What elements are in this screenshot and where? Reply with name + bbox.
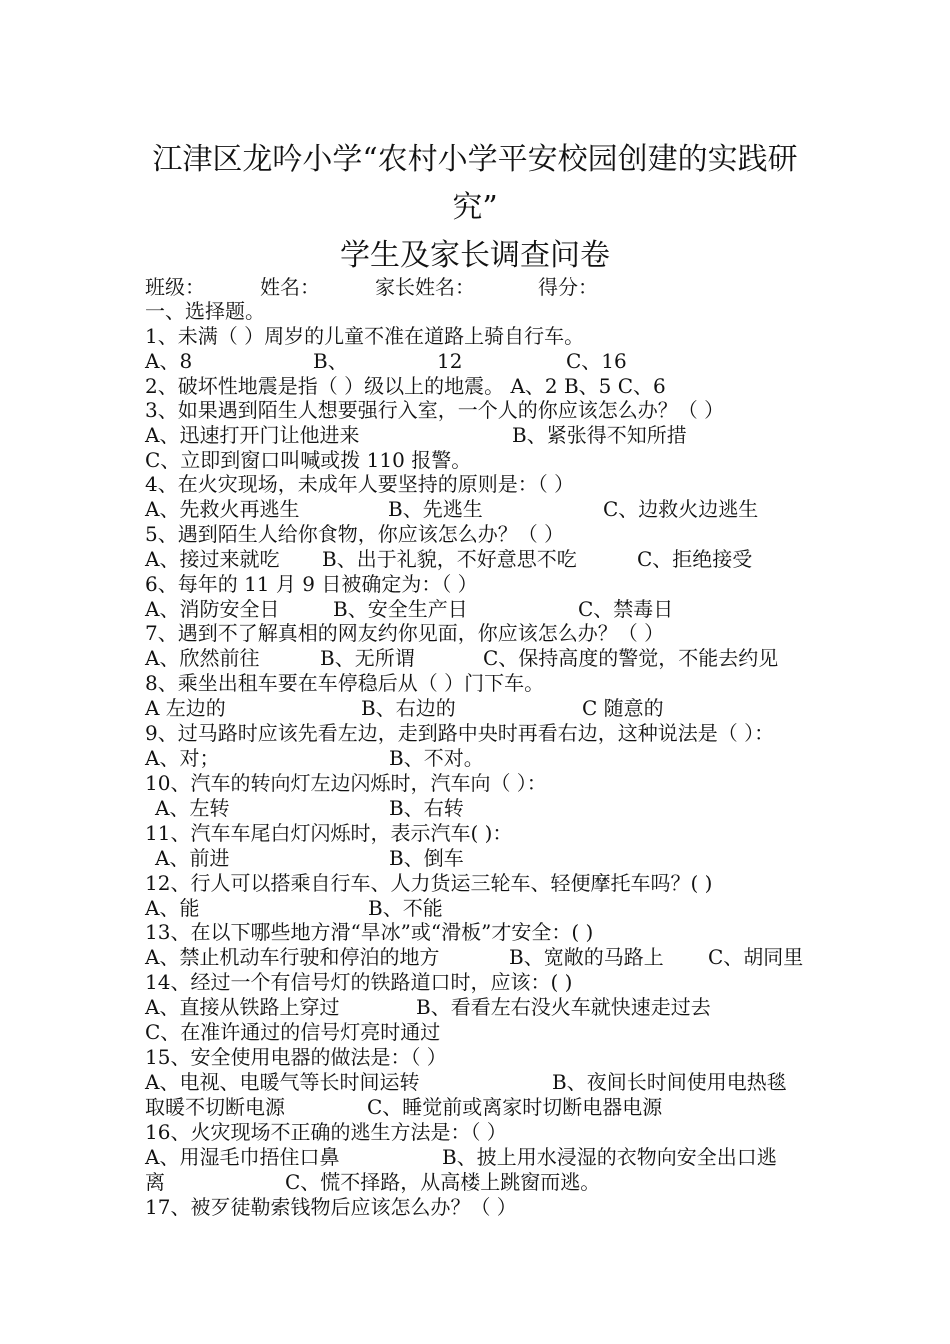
question-13: 13、在以下哪些地方滑“旱冰”或“滑板”才安全：( ) <box>145 920 594 944</box>
option-c: C、胡同里 <box>708 945 804 969</box>
option-a: A、对； <box>145 746 220 770</box>
option-c: C、立即到窗口叫喊或拨 110 报警。 <box>145 448 472 472</box>
option-c: C、保持高度的警觉，不能去约见 <box>483 646 779 670</box>
option-b: B、右边的 <box>361 696 456 720</box>
question-8: 8、乘坐出租车要在车停稳后从（ ）门下车。 <box>145 671 545 695</box>
question-11: 11、汽车车尾白灯闪烁时，表示汽车( )： <box>145 821 513 845</box>
question-16: 16、火灾现场不正确的逃生方法是：（ ） <box>145 1120 507 1144</box>
option-b: B、不对。 <box>389 746 484 770</box>
question-10: 10、汽车的转向灯左边闪烁时，汽车向（ ）： <box>145 771 547 795</box>
option-b: B、宽敞的马路上 <box>509 945 664 969</box>
option-a: A、接过来就吃 <box>145 547 280 571</box>
option-b: B、先逃生 <box>388 497 483 521</box>
option-b: B、披上用水浸湿的衣物向安全出口逃 <box>442 1145 777 1169</box>
option-a: A、欣然前往 <box>145 646 260 670</box>
option-a: A、前进 <box>155 846 230 870</box>
section-heading: 一、选择题。 <box>145 299 265 323</box>
option-c: C、禁毒日 <box>578 597 674 621</box>
option-c: C、在准许通过的信号灯亮时通过 <box>145 1020 441 1044</box>
option-a: A、迅速打开门让他进来 <box>145 423 360 447</box>
document-subtitle: 学生及家长调查问卷 <box>340 238 610 273</box>
option-a: A、先救火再逃生 <box>145 497 300 521</box>
option-b: B、 <box>313 349 348 373</box>
question-1: 1、未满（ ）周岁的儿童不准在道路上骑自行车。 <box>145 324 585 348</box>
parent-name-field-label: 家长姓名： <box>375 275 475 299</box>
question-6: 6、每年的 11 月 9 日被确定为：（ ） <box>145 572 478 596</box>
option-b: B、紧张得不知所措 <box>512 423 687 447</box>
option-b: B、看看左右没火车就快速走过去 <box>416 995 711 1019</box>
document-title-line-2: 究” <box>452 190 498 225</box>
option-c: C 随意的 <box>582 696 664 720</box>
question-15: 15、安全使用电器的做法是：（ ） <box>145 1045 447 1069</box>
document-title-line-1: 江津区龙吟小学“农村小学平安校园创建的实践研 <box>152 142 798 177</box>
option-c: C、睡觉前或离家时切断电器电源 <box>367 1095 663 1119</box>
option-c: C、边救火边逃生 <box>603 497 759 521</box>
name-field-label: 姓名： <box>260 275 320 299</box>
option-b-continued: 离 <box>145 1170 165 1194</box>
option-b: B、无所谓 <box>320 646 415 670</box>
question-12: 12、行人可以搭乘自行车、人力货运三轮车、轻便摩托车吗？( ) <box>145 871 713 895</box>
option-a: A、左转 <box>155 796 230 820</box>
question-14: 14、经过一个有信号灯的铁路道口时，应该：( ) <box>145 970 573 994</box>
question-2: 2、破坏性地震是指（ ）级以上的地震。 A、2 B、5 C、6 <box>145 374 666 398</box>
option-a: A 左边的 <box>145 696 226 720</box>
question-17: 17、被歹徒勒索钱物后应该怎么办？（ ） <box>145 1195 517 1219</box>
option-a: A、8 <box>145 349 193 373</box>
option-a: A、直接从铁路上穿过 <box>145 995 340 1019</box>
question-4: 4、在火灾现场，未成年人要坚持的原则是：（ ） <box>145 472 575 496</box>
option-b: B、夜间长时间使用电热毯 <box>552 1070 787 1094</box>
option-b: B、右转 <box>389 796 464 820</box>
score-field-label: 得分： <box>538 275 598 299</box>
question-9: 9、过马路时应该先看左边，走到路中央时再看右边，这种说法是（ ）： <box>145 721 775 745</box>
class-field-label: 班级： <box>145 275 205 299</box>
option-c: C、拒绝接受 <box>637 547 753 571</box>
option-b-value: 12 <box>437 349 463 373</box>
question-3: 3、如果遇到陌生人想要强行入室，一个人的你应该怎么办？（ ） <box>145 398 725 422</box>
option-a: A、能 <box>145 896 200 920</box>
option-b: B、安全生产日 <box>333 597 468 621</box>
option-b-continued: 取暖不切断电源 <box>145 1095 285 1119</box>
question-7: 7、遇到不了解真相的网友约你见面，你应该怎么办？（ ） <box>145 621 665 645</box>
option-c: C、慌不择路，从高楼上跳窗而逃。 <box>285 1170 601 1194</box>
option-b: B、出于礼貌，不好意思不吃 <box>322 547 577 571</box>
option-a: A、消防安全日 <box>145 597 280 621</box>
option-a: A、用湿毛巾捂住口鼻 <box>145 1145 340 1169</box>
option-c: C、16 <box>566 349 627 373</box>
option-b: B、倒车 <box>389 846 464 870</box>
question-5: 5、遇到陌生人给你食物，你应该怎么办？（ ） <box>145 522 565 546</box>
option-b: B、不能 <box>368 896 443 920</box>
option-a: A、禁止机动车行驶和停泊的地方 <box>145 945 440 969</box>
option-a: A、电视、电暖气等长时间运转 <box>145 1070 420 1094</box>
